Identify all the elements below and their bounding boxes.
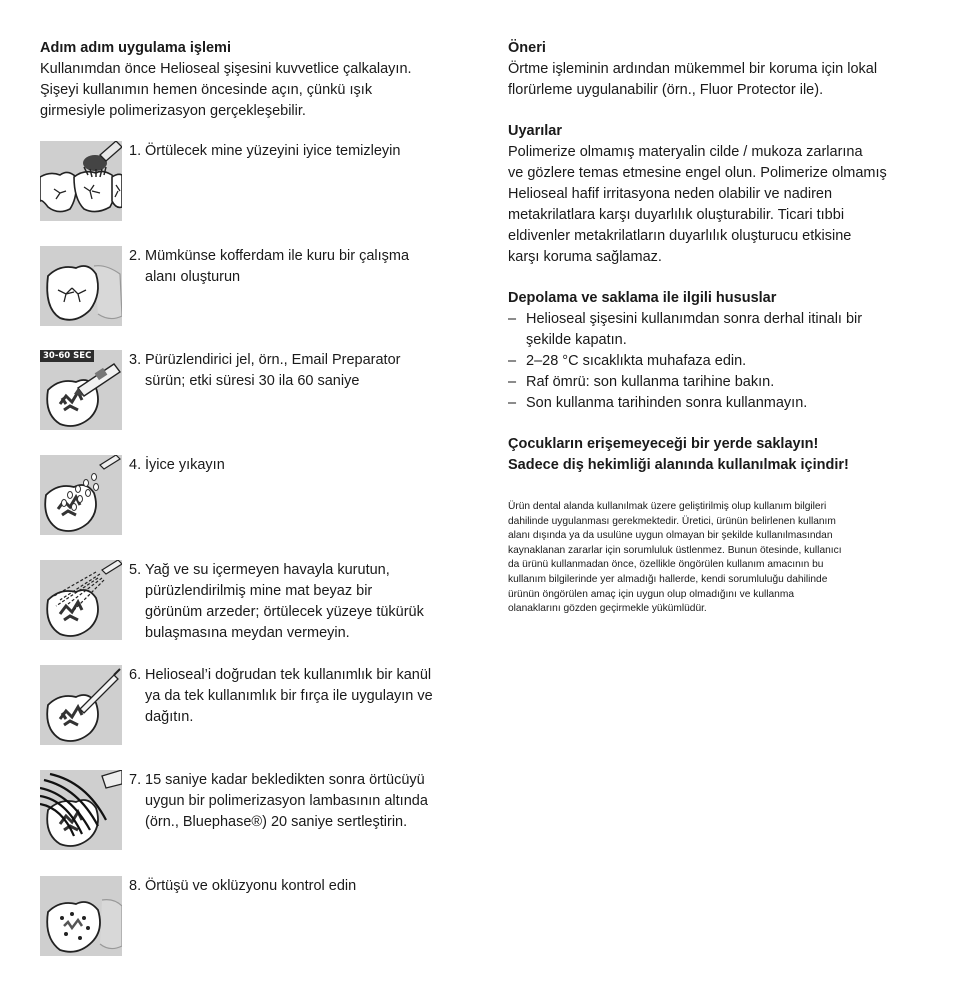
step-8-text — [145, 876, 457, 897]
step-3-number: 3. — [129, 352, 142, 368]
step-6-line: ya da tek kullanımlık bir fırça ile uygulayın ve — [145, 688, 433, 704]
procedure-steps — [40, 0, 460, 994]
etching-gel-icon — [40, 350, 122, 430]
storage-item-line: – Son kullanma tarihinden sonra kullanmayın. — [526, 395, 808, 411]
storage-heading: Depolama ve saklama ile ilgili hususlar — [508, 290, 777, 306]
step-8-line: Örtüşü ve oklüzyonu kontrol edin — [145, 878, 357, 894]
notice-section — [508, 434, 908, 476]
step-5-line: Yağ ve su içermeyen havayla kurutun, — [145, 562, 390, 578]
procedure-heading: Adım adım uygulama işlemi — [40, 40, 231, 56]
step-3 — [40, 350, 460, 430]
step-2-text — [145, 246, 457, 288]
step-5-line: bulaşmasına meydan vermeyin. — [145, 625, 350, 641]
dental-use-only-warning: Sadece diş hekimliği alanında kullanılmak içindir! — [508, 457, 849, 473]
step-1-number: 1. — [129, 143, 142, 159]
storage-list — [508, 309, 908, 414]
step-2-line: Mümkünse kofferdam ile kuru bir çalışma — [145, 248, 410, 264]
step-2-number: 2. — [129, 248, 142, 264]
step-5-text — [145, 560, 457, 644]
step-8 — [40, 876, 460, 956]
storage-item-line: – Helioseal şişesini kullanımdan sonra derhal itinalı bir — [526, 311, 863, 327]
storage-section — [508, 288, 908, 414]
warnings-heading: Uyarılar — [508, 123, 563, 139]
step-1-line: Örtülecek mine yüzeyini iyice temizleyin — [145, 143, 401, 159]
warnings-line: karşı koruma sağlamaz. — [508, 249, 662, 265]
water-rinse-icon — [40, 455, 122, 535]
cannula-apply-icon — [40, 665, 122, 745]
storage-item — [508, 309, 908, 351]
recommendation-line: Örtme işleminin ardından mükemmel bir koruma için lokal — [508, 61, 878, 77]
step-7-line: (örn., Bluephase®) 20 saniye sertleştirin. — [145, 814, 408, 830]
step-7-line: uygun bir polimerizasyon lambasının altında — [145, 793, 428, 809]
cleaning-brush-icon — [40, 141, 122, 221]
storage-item-line: – 2–28 °C sıcaklıkta muhafaza edin. — [526, 353, 747, 369]
step-8-number: 8. — [129, 878, 142, 894]
disclaimer-line: kaynaklanan zararlar için sorumluluk üstlenmez. Bunun ötesinde, kullanıcı — [508, 544, 842, 556]
step-7-text — [145, 770, 457, 833]
step-7 — [40, 770, 460, 850]
step-6 — [40, 665, 460, 745]
step-4-text — [145, 455, 457, 476]
intro-line-3: girmesiyle polimerizasyon gerçekleşebilir. — [40, 103, 306, 119]
disclaimer-line: olanaklarını gözden geçirmekle yükümlüdür. — [508, 603, 707, 615]
recommendation-heading: Öneri — [508, 40, 546, 56]
children-warning: Çocukların erişemeyeceği bir yerde saklayın! — [508, 436, 819, 452]
etching-time-badge: 30-60 SEC — [40, 350, 94, 362]
occlusion-check-icon — [40, 876, 122, 956]
storage-item — [508, 351, 908, 372]
step-1 — [40, 141, 460, 221]
warnings-line: Polimerize olmamış materyalin cilde / mukoza zarlarına — [508, 144, 863, 160]
warnings-line: eldivenler metakrilatların duyarlılık oluşturucu etkisine — [508, 228, 852, 244]
step-3-text — [145, 350, 457, 392]
step-3-line: sürün; etki süresi 30 ila 60 saniye — [145, 373, 360, 389]
step-3-line: Pürüzlendirici jel, örn., Email Preparator — [145, 352, 401, 368]
step-7-line: 15 saniye kadar bekledikten sonra örtücüyü — [145, 772, 425, 788]
step-6-number: 6. — [129, 667, 142, 683]
disclaimer-line: ürünün öngörülen amaç için uygun olup olmadığını ve kullanma — [508, 588, 794, 600]
step-4 — [40, 455, 460, 535]
warnings-line: metakrilatlara karşı duyarlılık oluşturabilir. Ticari tıbbi — [508, 207, 845, 223]
intro-line-2: Şişeyi kullanımın hemen öncesinde açın, çünkü ışık — [40, 82, 373, 98]
step-1-text — [145, 141, 457, 162]
step-5 — [40, 560, 460, 640]
storage-item — [508, 372, 908, 393]
air-dry-icon — [40, 560, 122, 640]
step-4-number: 4. — [129, 457, 142, 473]
rubber-dam-tooth-icon — [40, 246, 122, 326]
disclaimer — [508, 500, 908, 617]
step-6-line: Helioseal’i doğrudan tek kullanımlık bir kanül — [145, 667, 432, 683]
curing-light-icon — [40, 770, 122, 850]
step-6-line: dağıtın. — [145, 709, 194, 725]
step-7-number: 7. — [129, 772, 142, 788]
warnings-line: Helioseal hafif irritasyona neden olabilir ve nadiren — [508, 186, 833, 202]
step-6-text — [145, 665, 457, 728]
disclaimer-line: dahilinde uygulanması gerekmektedir. Üretici, ürünün belirlenen kullanım — [508, 515, 836, 527]
disclaimer-line: alanı dışında ya da usulüne uygun olmayan bir şekilde kullanılmasından — [508, 530, 833, 542]
storage-item-line: – Raf ömrü: son kullanma tarihine bakın. — [526, 374, 775, 390]
disclaimer-line: da ürünü kullanmadan önce, özellikle öngörülen kullanım amacının bu — [508, 559, 824, 571]
storage-item — [508, 393, 908, 414]
warnings-line: ve gözlere temas etmesine engel olun. Polimerize olmamış — [508, 165, 887, 181]
recommendation-section — [508, 38, 908, 101]
disclaimer-line: kullanım bilgilerinde yer almadığı hallerde, kendi sorumluluğu dahilinde — [508, 573, 828, 585]
intro-line-1: Kullanımdan önce Helioseal şişesini kuvvetlice çalkalayın. — [40, 61, 412, 77]
step-2-line: alanı oluşturun — [145, 269, 241, 285]
step-5-line: görünüm arzeder; örtülecek yüzeye tükürük — [145, 604, 424, 620]
step-2 — [40, 246, 460, 326]
storage-item-line: şekilde kapatın. — [526, 332, 627, 348]
warnings-section — [508, 121, 908, 268]
step-5-number: 5. — [129, 562, 142, 578]
right-column — [508, 38, 908, 617]
recommendation-line: florürleme uygulanabilir (örn., Fluor Protector ile). — [508, 82, 824, 98]
disclaimer-line: Ürün dental alanda kullanılmak üzere geliştirilmiş olup kullanım bilgileri — [508, 501, 827, 512]
step-4-line: İyice yıkayın — [145, 457, 225, 473]
step-5-line: pürüzlendirilmiş mine mat beyaz bir — [145, 583, 373, 599]
